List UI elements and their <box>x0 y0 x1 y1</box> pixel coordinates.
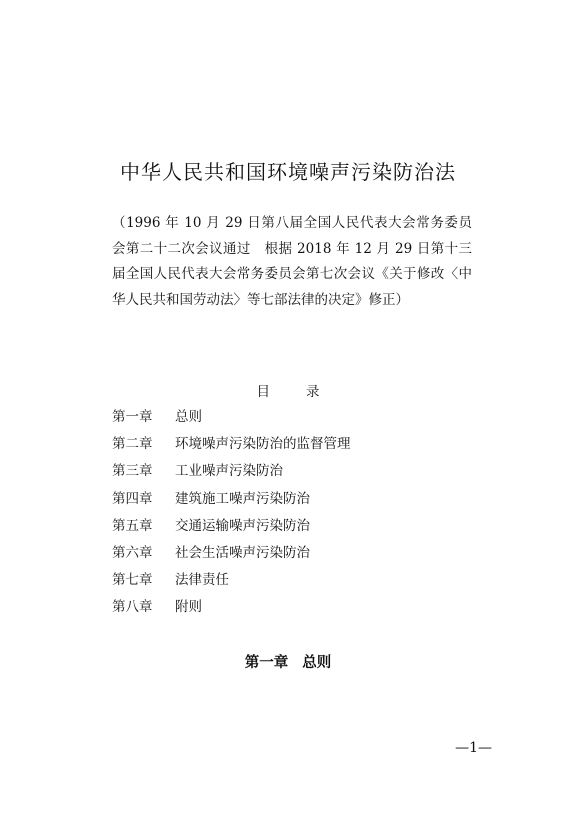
table-of-contents <box>112 404 472 622</box>
toc-item-chapter-6 <box>112 540 472 567</box>
toc-heading <box>0 380 576 400</box>
toc-chapter-name: 社会生活噪声污染防治 <box>175 544 310 561</box>
toc-chapter-number: 第三章 <box>112 463 153 480</box>
toc-chapter-number: 第五章 <box>112 517 153 534</box>
toc-item-chapter-3 <box>112 458 472 485</box>
toc-chapter-number: 第七章 <box>112 572 153 589</box>
toc-chapter-name: 法律责任 <box>175 572 229 589</box>
toc-chapter-name: 建筑施工噪声污染防治 <box>175 490 310 507</box>
toc-heading-right: 录 <box>306 384 320 400</box>
toc-item-chapter-5 <box>112 513 472 540</box>
page-number: —1— <box>455 740 492 756</box>
toc-item-chapter-2 <box>112 431 472 458</box>
document-title: 中华人民共和国环境噪声污染防治法 <box>120 160 456 184</box>
toc-item-chapter-4 <box>112 486 472 513</box>
toc-item-chapter-1 <box>112 404 472 431</box>
toc-chapter-number: 第四章 <box>112 490 153 507</box>
toc-chapter-name: 环境噪声污染防治的监督管理 <box>175 436 351 453</box>
chapter-heading-name: 总则 <box>302 655 332 671</box>
toc-chapter-name: 交通运输噪声污染防治 <box>175 517 310 534</box>
amendment-note: （1996 年 10 月 29 日第八届全国人民代表大会常务委员会第二十二次会议通过 根据 2018 年 12 月 29 日第十三届全国人民代表大会常务委员会第七次会议《关于修改〈中华人民共和国劳动法〉等七部法律的决定》修正） <box>112 215 472 308</box>
toc-chapter-name: 总则 <box>175 409 202 425</box>
toc-chapter-name: 工业噪声污染防治 <box>175 463 283 480</box>
toc-item-chapter-7 <box>112 567 472 594</box>
toc-chapter-number: 第二章 <box>112 436 153 453</box>
toc-item-chapter-8 <box>112 594 472 621</box>
toc-chapter-number: 第六章 <box>112 544 153 561</box>
toc-heading-left: 目 <box>256 384 270 400</box>
toc-chapter-number: 第八章 <box>112 599 153 616</box>
chapter-heading <box>0 651 576 672</box>
toc-chapter-number: 第一章 <box>112 409 153 425</box>
toc-chapter-name: 附则 <box>175 599 202 616</box>
chapter-heading-number: 第一章 <box>244 655 289 671</box>
